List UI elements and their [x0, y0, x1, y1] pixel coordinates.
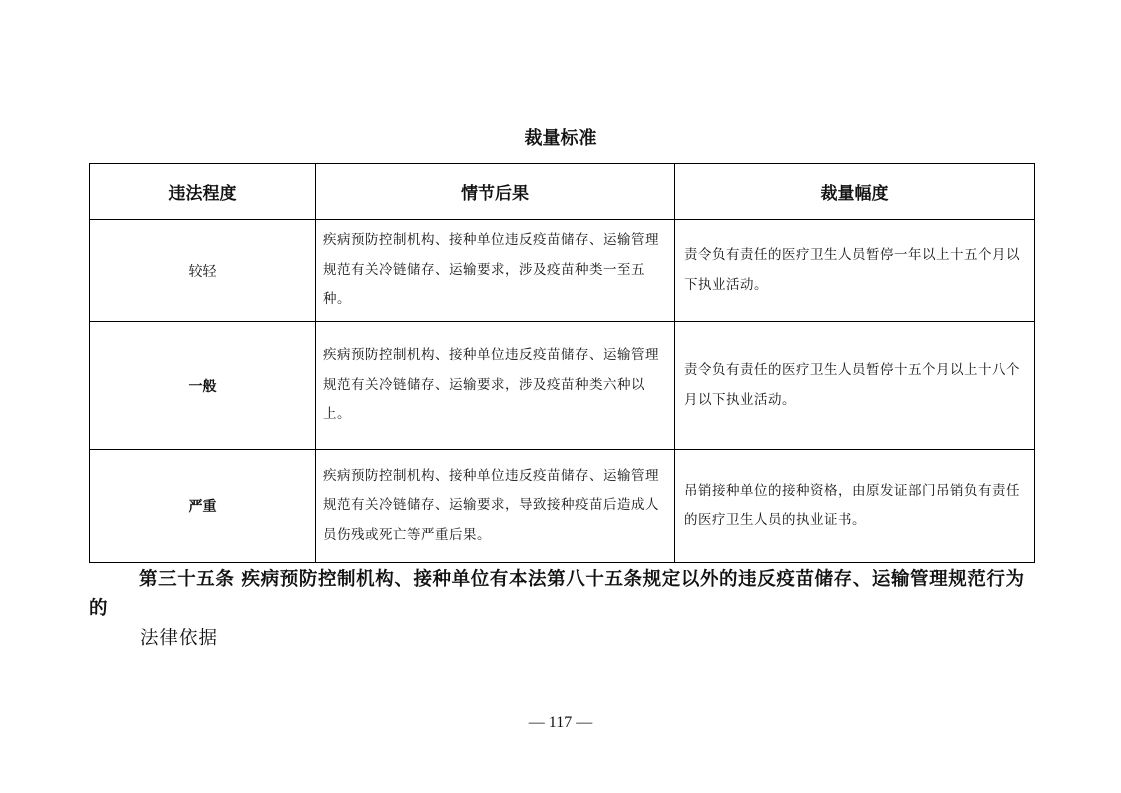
header-penalty-range: 裁量幅度	[675, 164, 1035, 220]
legal-basis-label: 法律依据	[140, 628, 219, 649]
row-circumstance: 疾病预防控制机构、接种单位违反疫苗储存、运输管理规范有关冷链储存、运输要求，导致接种疫苗后造成人员伤残或死亡等严重后果。	[316, 450, 675, 563]
article-paragraph: 第三十五条 疾病预防控制机构、接种单位有本法第八十五条规定以外的违反疫苗储存、运输管理规范行为的	[89, 569, 1025, 619]
table-row	[90, 322, 1035, 450]
page-number: — 117 —	[528, 714, 593, 731]
row-penalty: 责令负有责任的医疗卫生人员暂停一年以上十五个月以下执业活动。	[675, 220, 1035, 322]
row-level: 严重	[90, 450, 316, 563]
row-circumstance: 疾病预防控制机构、接种单位违反疫苗储存、运输管理规范有关冷链储存、运输要求，涉及疫苗种类六种以上。	[316, 322, 675, 450]
row-penalty: 责令负有责任的医疗卫生人员暂停十五个月以上十八个月以下执业活动。	[675, 322, 1035, 450]
row-level: 一般	[90, 322, 316, 450]
row-circumstance: 疾病预防控制机构、接种单位违反疫苗储存、运输管理规范有关冷链储存、运输要求，涉及疫苗种类一至五种。	[316, 220, 675, 322]
row-penalty: 吊销接种单位的接种资格，由原发证部门吊销负有责任的医疗卫生人员的执业证书。	[675, 450, 1035, 563]
table-row	[90, 450, 1035, 563]
table-title: 裁量标准	[524, 128, 597, 149]
row-level: 较轻	[90, 220, 316, 322]
sanction-standard-table	[89, 163, 1035, 563]
table-row	[90, 220, 1035, 322]
header-circumstance: 情节后果	[316, 164, 675, 220]
table-header-row	[90, 164, 1035, 220]
header-violation-degree: 违法程度	[90, 164, 316, 220]
